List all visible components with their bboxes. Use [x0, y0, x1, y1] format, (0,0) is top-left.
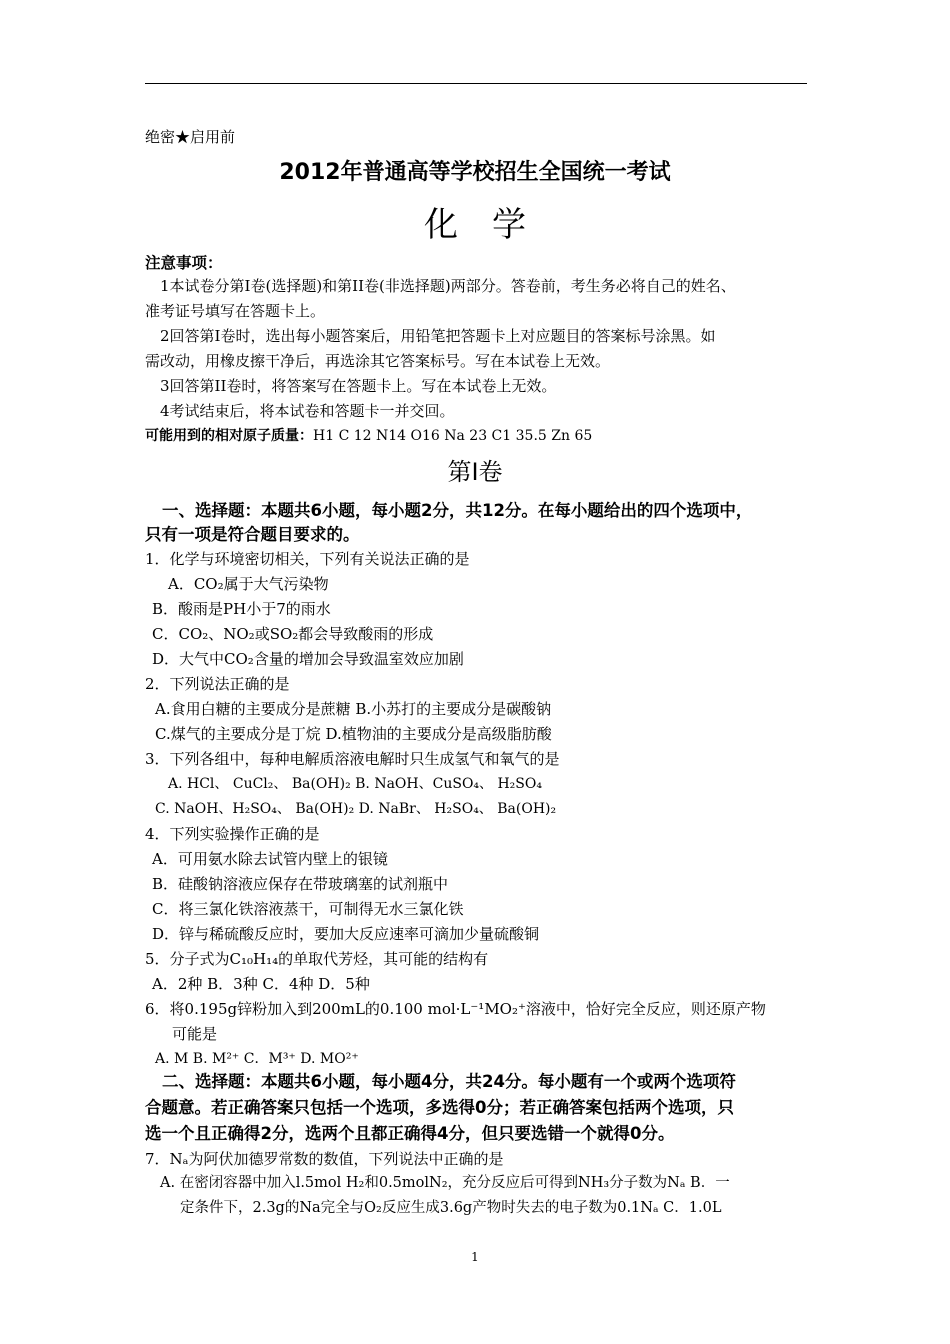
secret-label: 绝密★启用前	[145, 128, 236, 146]
notes-heading: 注意事项：	[145, 254, 223, 272]
note-item: 2回答第I卷时，选出每小题答案后，用铅笔把答题卡上对应题目的答案标号涂黑。如	[160, 327, 716, 345]
question-option: A．可用氨水除去试管内壁上的银镜	[152, 850, 388, 868]
question-option: C．CO₂、NO₂或SO₂都会导致酸雨的形成	[152, 625, 434, 643]
page-number: 1	[471, 1250, 479, 1264]
note-item: 4考试结束后，将本试卷和答题卡一并交回。	[160, 402, 455, 420]
question-stem: 2．下列说法正确的是	[145, 675, 290, 693]
question-stem: 7．Nₐ为阿伏加德罗常数的数值，下列说法中正确的是	[145, 1150, 504, 1168]
question-stem-continued: 可能是	[172, 1025, 218, 1043]
question-option: D．锌与稀硫酸反应时，要加大反应速率可滴加少量硫酸铜	[152, 925, 540, 943]
question-option: B．酸雨是PH小于7的雨水	[152, 600, 331, 618]
section-heading: 二、选择题：本题共6小题，每小题4分，共24分。每小题有一个或两个选项符	[162, 1072, 736, 1091]
question-stem: 4．下列实验操作正确的是	[145, 825, 320, 843]
question-stem: 6．将0.195g锌粉加入到200mL的0.100 mol·L⁻¹MO₂⁺溶液中，恰好完全反应，则还原产物	[145, 1000, 766, 1018]
atomic-mass-values: H1 C 12 N14 O16 Na 23 C1 35.5 Zn 65	[313, 428, 593, 444]
question-option: A. HCl、 CuCl₂、 Ba(OH)₂ B. NaOH、CuSO₄、 H₂SO₄	[168, 776, 542, 792]
question-stem: 5．分子式为C₁₀H₁₄的单取代芳烃，其可能的结构有	[145, 950, 489, 968]
question-option: A.食用白糖的主要成分是蔗糖 B.小苏打的主要成分是碳酸钠	[155, 700, 552, 718]
question-option: A. M B. M²⁺ C．M³⁺ D. MO²⁺	[155, 1051, 359, 1067]
atomic-mass-line	[145, 426, 592, 446]
question-option: A．CO₂属于大气污染物	[168, 575, 329, 593]
section-heading: 选一个且正确得2分，选两个且都正确得4分，但只要选错一个就得0分。	[145, 1124, 675, 1143]
question-option: C. NaOH、H₂SO₄、 Ba(OH)₂ D. NaBr、 H₂SO₄、 Ba(OH)₂	[155, 801, 557, 817]
question-stem: 1．化学与环境密切相关，下列有关说法正确的是	[145, 550, 470, 568]
note-item: 需改动，用橡皮擦干净后，再选涂其它答案标号。写在本试卷上无效。	[145, 352, 611, 370]
section-heading: 只有一项是符合题目要求的。	[145, 525, 360, 544]
question-stem: 3．下列各组中，每种电解质溶液电解时只生成氢气和氧气的是	[145, 750, 560, 768]
question-option: C．将三氯化铁溶液蒸干，可制得无水三氯化铁	[152, 900, 464, 918]
note-item: 3回答第II卷时，将答案写在答题卡上。写在本试卷上无效。	[160, 377, 557, 395]
question-option: A. 在密闭容器中加入l.5mol H₂和0.5molN₂，充分反应后可得到NH₃分子数为Nₐ B．一	[160, 1175, 730, 1191]
header-rule	[145, 83, 807, 84]
question-option: D．大气中CO₂含量的增加会导致温室效应加剧	[152, 650, 464, 668]
question-option: C.煤气的主要成分是丁烷 D.植物油的主要成分是高级脂肪酸	[155, 725, 552, 743]
question-option: B．硅酸钠溶液应保存在带玻璃塞的试剂瓶中	[152, 875, 449, 893]
note-item: 1本试卷分第I卷(选择题)和第II卷(非选择题)两部分。答卷前，考生务必将自己的姓名、	[160, 277, 736, 295]
section-heading: 合题意。若正确答案只包括一个选项，多选得0分；若正确答案包括两个选项，只	[145, 1098, 734, 1117]
note-item: 准考证号填写在答题卡上。	[145, 302, 326, 320]
section-heading: 一、选择题：本题共6小题，每小题2分，共12分。在每小题给出的四个选项中，	[162, 501, 753, 520]
subject-title: 化 学	[424, 205, 526, 245]
question-option: A．2种 B．3种 C．4种 D．5种	[152, 975, 370, 993]
question-option: 定条件下，2.3g的Na完全与O₂反应生成3.6g产物时失去的电子数为0.1Nₐ C．1.0L	[180, 1200, 722, 1216]
exam-title: 2012年普通高等学校招生全国统一考试	[279, 160, 671, 185]
atomic-mass-label: 可能用到的相对原子质量：	[145, 428, 313, 444]
part-title: 第I卷	[447, 458, 503, 486]
